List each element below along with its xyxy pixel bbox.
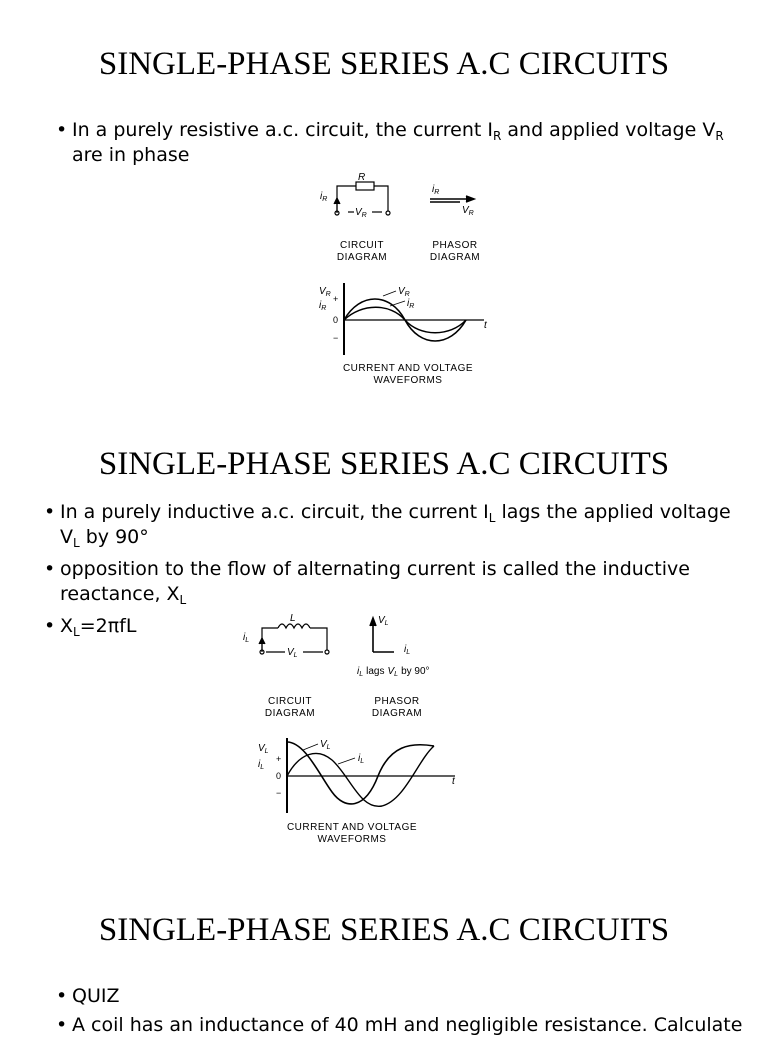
inductive-waveforms xyxy=(287,738,455,813)
waveform-curve-v-label: $V_L$ xyxy=(320,739,331,751)
circuit-caption: CIRCUIT xyxy=(339,240,385,251)
resistive-phasor-diagram xyxy=(430,196,474,202)
phasor-voltage-label: $V_R$ xyxy=(462,205,474,217)
voltage-label: $V_R$ xyxy=(355,207,367,219)
plus-label: + xyxy=(276,754,282,764)
waveform-caption: WAVEFORMS xyxy=(317,834,387,845)
bullet-item: • In a purely inductive a.c. circuit, the current $I_L$ lags the applied voltage $V_L$ by 90° xyxy=(44,501,731,550)
inductive-circuit-figure xyxy=(0,430,768,860)
waveform-caption: WAVEFORMS xyxy=(373,375,443,386)
resistive-circuit-figure xyxy=(0,0,768,430)
bullet-item: • A coil has an inductance of 40 mH and negligible resistance. Calculate xyxy=(56,1014,743,1036)
time-label: t xyxy=(484,320,487,331)
voltage-label: $V_L$ xyxy=(287,647,298,659)
bullet-item: • QUIZ xyxy=(56,985,120,1007)
inductor-label: L xyxy=(290,613,296,624)
circuit-caption: DIAGRAM xyxy=(264,708,316,719)
resistor-label: R xyxy=(358,172,366,183)
phasor-voltage-label: $V_L$ xyxy=(378,615,389,627)
phasor-current-label: $i_L$ xyxy=(404,644,411,656)
plus-label: + xyxy=(333,294,339,304)
inductive-circuit-diagram xyxy=(259,624,329,654)
slide-title: SINGLE-PHASE SERIES A.C CIRCUITS xyxy=(98,912,670,948)
phasor-caption: DIAGRAM xyxy=(371,708,423,719)
zero-label: 0 xyxy=(333,315,339,325)
phasor-caption: DIAGRAM xyxy=(429,252,481,263)
slide-1 xyxy=(0,0,768,430)
bullet-dot: • xyxy=(56,985,68,1007)
bullet-dot: • xyxy=(56,119,68,141)
waveform-curve-i-label: $i_R$ xyxy=(407,298,415,310)
waveform-caption: CURRENT AND VOLTAGE xyxy=(286,822,418,833)
waveform-v-label: $V_R$ xyxy=(319,286,331,298)
waveform-caption: CURRENT AND VOLTAGE xyxy=(342,363,474,374)
current-label: $i_L$ xyxy=(243,632,250,644)
minus-label: − xyxy=(276,788,282,798)
phasor-note: $i_L$ lags $V_L$ by 90° xyxy=(357,666,430,678)
circuit-caption: CIRCUIT xyxy=(267,696,313,707)
bullet-dot: • xyxy=(44,558,56,580)
waveform-curve-v-label: $V_R$ xyxy=(398,286,410,298)
phasor-current-label: $i_R$ xyxy=(432,184,440,196)
bullet-item: • In a purely resistive a.c. circuit, the current $I_R$ and applied voltage $V_R$ are in phase xyxy=(56,119,724,166)
time-label: t xyxy=(452,776,455,787)
resistive-waveforms xyxy=(344,283,484,355)
circuit-caption: DIAGRAM xyxy=(336,252,388,263)
resistive-circuit-diagram xyxy=(334,182,390,215)
bullet-item: • $X_L=2\pi fL$ xyxy=(44,615,137,639)
minus-label: − xyxy=(333,333,339,343)
waveform-i-label: $i_R$ xyxy=(319,300,327,312)
waveform-i-label: $i_L$ xyxy=(258,759,265,771)
phasor-caption: PHASOR xyxy=(374,696,420,707)
bullet-item: • opposition to the flow of alternating current is called the inductive reactance, $X_L$ xyxy=(44,558,690,607)
waveform-v-label: $V_L$ xyxy=(258,743,269,755)
bullet-dot: • xyxy=(44,501,56,523)
waveform-curve-i-label: $i_L$ xyxy=(358,753,365,765)
phasor-caption: PHASOR xyxy=(432,240,478,251)
slide-title: SINGLE-PHASE SERIES A.C CIRCUITS xyxy=(98,446,670,482)
current-label: $i_R$ xyxy=(320,191,328,203)
bullet-dot: • xyxy=(44,615,56,637)
bullet-dot: • xyxy=(56,1014,68,1036)
zero-label: 0 xyxy=(276,771,282,781)
slide-title: SINGLE-PHASE SERIES A.C CIRCUITS xyxy=(98,46,670,82)
